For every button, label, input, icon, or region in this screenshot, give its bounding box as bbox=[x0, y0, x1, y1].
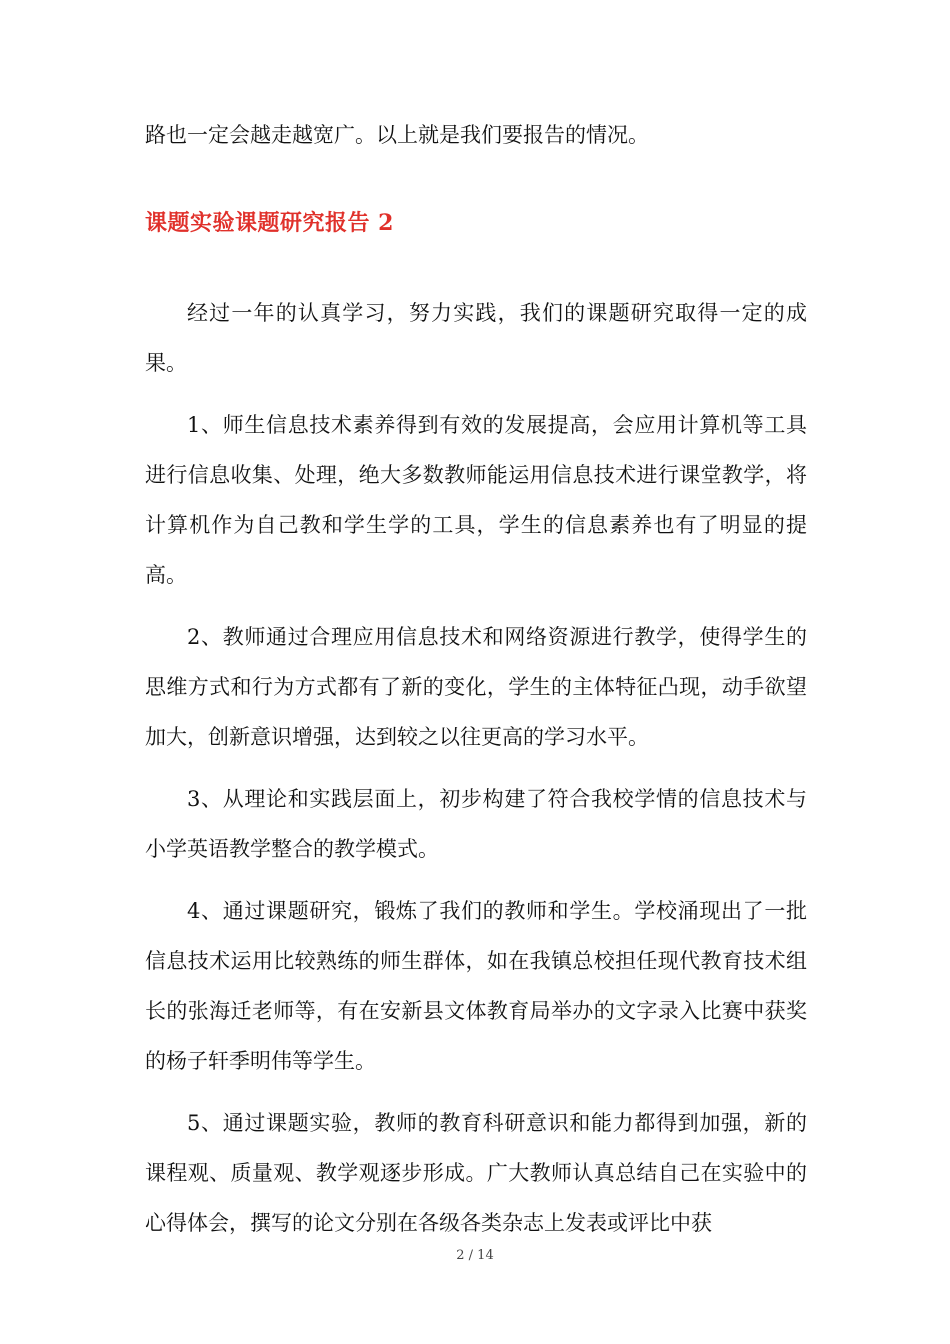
paragraph-intro: 经过一年的认真学习，努力实践，我们的课题研究取得一定的成果。 bbox=[145, 301, 807, 375]
paragraph-item-2: 2、教师通过合理应用信息技术和网络资源进行教学，使得学生的思维方式和行为方式都有了新的变化，学生的主体特征凸现，动手欲望加大，创新意识增强，达到较之以往更高的学习水平。 bbox=[145, 625, 807, 749]
paragraph-item-5: 5、通过课题实验，教师的教育科研意识和能力都得到加强，新的课程观、质量观、教学观逐步形成。广大教师认真总结自己在实验中的心得体会，撰写的论文分别在各级各类杂志上发表或评比中获 bbox=[145, 1111, 807, 1235]
document-page bbox=[145, 110, 807, 1248]
paragraph-item-4: 4、通过课题研究，锻炼了我们的教师和学生。学校涌现出了一批信息技术运用比较熟练的师生群体，如在我镇总校担任现代教育技术组长的张海迁老师等，有在安新县文体教育局举办的文字录入比赛中获奖的杨子轩季明伟等学生。 bbox=[145, 899, 807, 1073]
section-heading: 课题实验课题研究报告 2 bbox=[145, 210, 394, 236]
paragraph-item-1: 1、师生信息技术素养得到有效的发展提高，会应用计算机等工具进行信息收集、处理，绝大多数教师能运用信息技术进行课堂教学，将计算机作为自己教和学生学的工具，学生的信息素养也有了明显的提高。 bbox=[145, 413, 807, 587]
paragraph-item-3: 3、从理论和实践层面上，初步构建了符合我校学情的信息技术与小学英语教学整合的教学模式。 bbox=[145, 787, 807, 861]
paragraph-continuation: 路也一定会越走越宽广。以上就是我们要报告的情况。 bbox=[145, 123, 649, 147]
page-number: 2 / 14 bbox=[456, 1248, 494, 1263]
